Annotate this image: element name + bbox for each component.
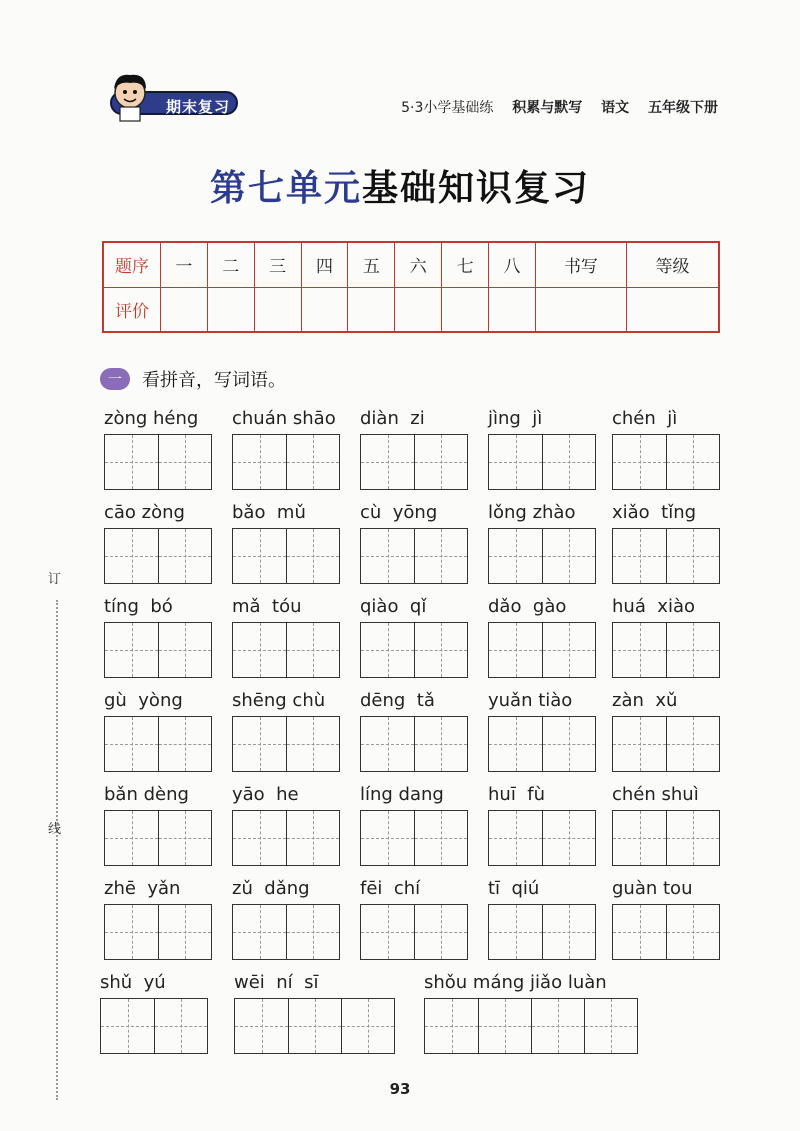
score-eval-row: [103, 287, 719, 332]
writing-cell[interactable]: [235, 999, 288, 1053]
writing-cell[interactable]: [286, 905, 339, 959]
writing-grid: [232, 622, 340, 678]
writing-cell[interactable]: [489, 905, 542, 959]
score-cell: 等级: [627, 242, 720, 287]
writing-cell[interactable]: [613, 529, 666, 583]
pinyin-label: zòng héng: [104, 408, 199, 429]
section-heading: [100, 366, 286, 392]
writing-cell[interactable]: [105, 905, 158, 959]
pinyin-label: xiǎo tǐng: [612, 502, 697, 523]
writing-cell[interactable]: [361, 435, 414, 489]
pinyin-label: tī qiú: [488, 878, 540, 899]
writing-cell[interactable]: [613, 623, 666, 677]
writing-grid: [104, 528, 212, 584]
writing-cell[interactable]: [542, 529, 595, 583]
score-cell: 一: [161, 242, 208, 287]
title-topic: 基础知识复习: [362, 168, 591, 209]
writing-cell[interactable]: [288, 999, 341, 1053]
writing-cell[interactable]: [101, 999, 154, 1053]
writing-cell[interactable]: [542, 811, 595, 865]
writing-grid: [612, 716, 720, 772]
score-cell: 书写: [535, 242, 626, 287]
writing-cell[interactable]: [233, 905, 286, 959]
writing-cell[interactable]: [286, 811, 339, 865]
writing-cell[interactable]: [531, 999, 584, 1053]
writing-grid: [612, 622, 720, 678]
score-cell: 二: [207, 242, 254, 287]
eval-cell[interactable]: [348, 287, 395, 332]
score-cell: 六: [395, 242, 442, 287]
pinyin-label: shǒu máng jiǎo luàn: [424, 972, 607, 993]
eval-cell[interactable]: [207, 287, 254, 332]
writing-cell[interactable]: [414, 905, 467, 959]
series-name: 5·3小学基础练: [401, 100, 494, 116]
book-name: 积累与默写: [512, 100, 583, 116]
pinyin-label: zǔ dǎng: [232, 878, 310, 899]
pinyin-label: mǎ tóu: [232, 596, 302, 617]
page-title: [0, 160, 800, 211]
writing-cell[interactable]: [341, 999, 394, 1053]
pinyin-label: líng dang: [360, 784, 444, 805]
writing-cell[interactable]: [158, 623, 211, 677]
writing-cell[interactable]: [158, 529, 211, 583]
writing-cell[interactable]: [286, 623, 339, 677]
writing-grid: [232, 528, 340, 584]
section-number: 一: [100, 368, 130, 390]
grade-name: 五年级下册: [648, 100, 718, 116]
header-info: [401, 97, 718, 117]
writing-cell[interactable]: [233, 717, 286, 771]
writing-cell[interactable]: [158, 435, 211, 489]
margin-mark: 订: [48, 572, 62, 587]
writing-grid: [104, 904, 212, 960]
pinyin-label: chén jì: [612, 408, 678, 429]
writing-cell[interactable]: [489, 717, 542, 771]
writing-cell[interactable]: [233, 435, 286, 489]
score-cell: 题序: [103, 242, 161, 287]
pinyin-label: dǎo gào: [488, 596, 567, 617]
writing-cell[interactable]: [361, 811, 414, 865]
writing-cell[interactable]: [286, 435, 339, 489]
writing-cell[interactable]: [414, 435, 467, 489]
writing-cell[interactable]: [613, 811, 666, 865]
pinyin-label: yuǎn tiào: [488, 690, 573, 711]
writing-cell[interactable]: [286, 529, 339, 583]
writing-grid: [612, 434, 720, 490]
writing-cell[interactable]: [542, 717, 595, 771]
writing-cell[interactable]: [414, 623, 467, 677]
score-cell: 四: [301, 242, 348, 287]
header-badge: [102, 89, 242, 117]
writing-cell[interactable]: [613, 905, 666, 959]
eval-cell[interactable]: [395, 287, 442, 332]
writing-grid: [488, 904, 596, 960]
eval-cell[interactable]: [535, 287, 626, 332]
writing-grid: [100, 998, 208, 1054]
eval-label: 评价: [103, 287, 161, 332]
writing-grid: [232, 904, 340, 960]
writing-grid: [232, 434, 340, 490]
writing-cell[interactable]: [666, 811, 719, 865]
writing-grid: [104, 810, 212, 866]
writing-grid: [488, 622, 596, 678]
pinyin-label: dēng tǎ: [360, 690, 435, 711]
writing-cell[interactable]: [489, 435, 542, 489]
writing-cell[interactable]: [414, 529, 467, 583]
score-cell: 七: [442, 242, 489, 287]
writing-cell[interactable]: [666, 717, 719, 771]
writing-cell[interactable]: [489, 529, 542, 583]
score-cell: 八: [489, 242, 536, 287]
pinyin-label: cù yōng: [360, 502, 438, 523]
writing-grid: [360, 528, 468, 584]
writing-grid: [104, 716, 212, 772]
pinyin-label: zhē yǎn: [104, 878, 181, 899]
writing-grid: [488, 716, 596, 772]
writing-cell[interactable]: [158, 811, 211, 865]
writing-grid: [360, 622, 468, 678]
margin-mark: 线: [48, 822, 62, 837]
writing-cell[interactable]: [542, 905, 595, 959]
writing-grid: [424, 998, 638, 1054]
writing-grid: [360, 716, 468, 772]
score-cell: 五: [348, 242, 395, 287]
eval-cell[interactable]: [161, 287, 208, 332]
writing-cell[interactable]: [233, 811, 286, 865]
pinyin-label: qiào qǐ: [360, 596, 427, 617]
writing-cell[interactable]: [158, 905, 211, 959]
writing-cell[interactable]: [542, 623, 595, 677]
badge-label: 期末复习: [166, 98, 231, 116]
writing-cell[interactable]: [154, 999, 207, 1053]
score-cell: 三: [254, 242, 301, 287]
writing-cell[interactable]: [478, 999, 531, 1053]
binding-line: [56, 600, 58, 1100]
eval-cell[interactable]: [254, 287, 301, 332]
pinyin-label: chén shuì: [612, 784, 699, 805]
writing-cell[interactable]: [613, 717, 666, 771]
boy-mascot-icon: [102, 67, 158, 123]
writing-cell[interactable]: [414, 811, 467, 865]
writing-cell[interactable]: [361, 529, 414, 583]
writing-cell[interactable]: [489, 623, 542, 677]
writing-cell[interactable]: [361, 905, 414, 959]
pinyin-label: chuán shāo: [232, 408, 336, 429]
writing-grid: [360, 434, 468, 490]
pinyin-label: tíng bó: [104, 596, 173, 617]
writing-cell[interactable]: [414, 717, 467, 771]
writing-cell[interactable]: [233, 623, 286, 677]
writing-grid: [104, 434, 212, 490]
pinyin-label: shǔ yú: [100, 972, 166, 993]
writing-grid: [612, 810, 720, 866]
writing-cell[interactable]: [584, 999, 637, 1053]
pinyin-label: bǎo mǔ: [232, 502, 306, 523]
writing-cell[interactable]: [158, 717, 211, 771]
subject-name: 语文: [601, 100, 630, 116]
writing-cell[interactable]: [105, 811, 158, 865]
writing-grid: [232, 716, 340, 772]
writing-grid: [104, 622, 212, 678]
score-header-row: [103, 242, 719, 287]
pinyin-label: wēi ní sī: [234, 972, 319, 993]
pinyin-label: diàn zi: [360, 408, 425, 429]
writing-grid: [360, 904, 468, 960]
writing-cell[interactable]: [105, 623, 158, 677]
writing-cell[interactable]: [489, 811, 542, 865]
writing-grid: [232, 810, 340, 866]
writing-cell[interactable]: [233, 529, 286, 583]
writing-grid: [488, 528, 596, 584]
eval-cell[interactable]: [489, 287, 536, 332]
pinyin-label: guàn tou: [612, 878, 693, 899]
page-number: 93: [389, 1080, 411, 1098]
pinyin-label: lǒng zhào: [488, 502, 576, 523]
writing-cell[interactable]: [286, 717, 339, 771]
eval-cell[interactable]: [627, 287, 720, 332]
title-unit: 第七单元: [209, 168, 362, 209]
writing-grid: [488, 434, 596, 490]
writing-cell[interactable]: [361, 623, 414, 677]
writing-grid: [234, 998, 395, 1054]
writing-cell[interactable]: [542, 435, 595, 489]
writing-cell[interactable]: [361, 717, 414, 771]
pinyin-label: cāo zòng: [104, 502, 185, 523]
section-instruction: 看拼音，写词语。: [142, 370, 286, 391]
pinyin-label: fēi chí: [360, 878, 421, 899]
pinyin-label: yāo he: [232, 784, 299, 805]
pinyin-label: zàn xǔ: [612, 690, 678, 711]
writing-cell[interactable]: [666, 529, 719, 583]
writing-cell[interactable]: [425, 999, 478, 1053]
writing-grid: [612, 904, 720, 960]
writing-cell[interactable]: [613, 435, 666, 489]
writing-cell[interactable]: [666, 623, 719, 677]
pinyin-label: huī fù: [488, 784, 546, 805]
writing-cell[interactable]: [666, 905, 719, 959]
pinyin-label: bǎn dèng: [104, 784, 189, 805]
writing-cell[interactable]: [105, 529, 158, 583]
writing-cell[interactable]: [105, 435, 158, 489]
eval-cell[interactable]: [442, 287, 489, 332]
writing-grid: [360, 810, 468, 866]
pinyin-label: shēng chù: [232, 690, 326, 711]
pinyin-label: huá xiào: [612, 596, 695, 617]
writing-cell[interactable]: [666, 435, 719, 489]
writing-grid: [488, 810, 596, 866]
score-table: [102, 241, 720, 333]
writing-cell[interactable]: [105, 717, 158, 771]
pinyin-label: gù yòng: [104, 690, 183, 711]
pinyin-label: jìng jì: [488, 408, 543, 429]
writing-grid: [612, 528, 720, 584]
eval-cell[interactable]: [301, 287, 348, 332]
